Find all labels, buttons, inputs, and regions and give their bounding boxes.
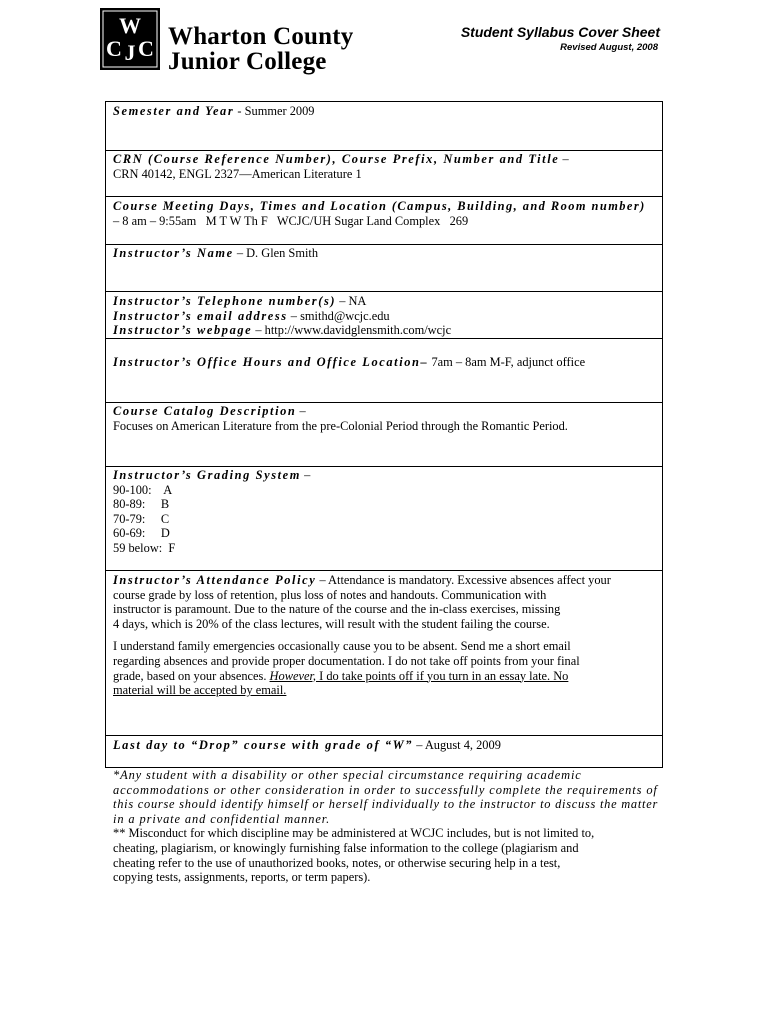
webpage-link[interactable]: – http://www.davidglensmith.com/wcjc — [252, 323, 452, 338]
grading-label: Instructor’s Grading System — [113, 468, 302, 482]
phone-value: – NA — [336, 294, 367, 308]
footnotes — [113, 768, 658, 885]
webpage-label: Instructor’s webpage — [113, 323, 253, 338]
grade-f: 59 below: F — [113, 540, 176, 555]
college-name-line2: Junior College — [168, 48, 327, 75]
svg-text:W: W — [119, 13, 141, 38]
wcjc-monogram-icon — [100, 8, 160, 70]
instructor-value: – D. Glen Smith — [233, 246, 319, 260]
email-value[interactable]: – smithd@wcjc.edu — [287, 308, 390, 323]
office-row — [106, 338, 662, 402]
drop-label: Last day to “Drop” course with grade of “W” — [113, 738, 414, 752]
misconduct-note: cheating, plagiarism, or knowingly furnishing false information to the college (plagiarism and — [113, 840, 579, 855]
grade-d: 60-69: D — [113, 526, 170, 541]
office-label: Instructor’s Office Hours and Office Location– — [113, 355, 429, 369]
absence-line: I understand family emergencies occasionally cause you to be absent. Send me a short email — [113, 639, 571, 654]
catalog-value: Focuses on American Literature from the pre-Colonial Period through the Romantic Period. — [113, 418, 568, 433]
semester-row — [106, 102, 662, 150]
disability-note: accommodations or other consideration in order to successfully complete the requirements of — [113, 782, 658, 797]
semester-value: - Summer 2009 — [234, 104, 315, 118]
instructor-label: Instructor’s Name — [113, 246, 234, 260]
absence-line: regarding absences and provide proper documentation. I do not take off points from your final — [113, 653, 580, 668]
attendance-row — [106, 570, 662, 735]
email-policy: material will be accepted by email. — [113, 683, 287, 698]
absence-line-start: grade, based on your absences. — [113, 668, 270, 683]
svg-text:J: J — [124, 40, 136, 65]
meeting-row — [106, 196, 662, 244]
meeting-label: Course Meeting Days, Times and Location (Campus, Building, and Room number) — [113, 199, 646, 213]
attendance-intro: – Attendance is mandatory. Excessive absences affect your — [316, 573, 611, 587]
grade-c: 70-79: C — [113, 511, 170, 526]
catalog-row — [106, 402, 662, 466]
svg-text:C: C — [138, 36, 154, 61]
email-label: Instructor’s email address — [113, 308, 288, 323]
instructor-row — [106, 244, 662, 291]
contact-row — [106, 291, 662, 338]
syllabus-table — [105, 101, 663, 768]
attendance-line: instructor is paramount. Due to the nature of the course and the in-class exercises, missing — [113, 602, 561, 617]
office-value: 7am – 8am M-F, adjunct office — [428, 355, 586, 369]
late-policy: I do take points off if you turn in an essay late. No — [316, 668, 569, 683]
attendance-label: Instructor’s Attendance Policy — [113, 573, 317, 587]
misconduct-note: cheating refer to the use of unauthorized books, notes, or otherwise securing help in a test, — [113, 855, 561, 870]
college-name — [168, 24, 353, 74]
revision-date: Revised August, 2008 — [560, 42, 658, 53]
catalog-label: Course Catalog Description — [113, 404, 297, 418]
crn-dash: – — [559, 152, 569, 166]
attendance-line: course grade by loss of retention, plus loss of notes and handouts. Communication with — [113, 587, 547, 602]
phone-label: Instructor’s Telephone number(s) — [113, 294, 337, 308]
disability-note: this course should identify himself or herself individually to the instructor to discuss the matter — [113, 797, 659, 812]
drop-value: – August 4, 2009 — [413, 738, 501, 752]
college-name-line1: Wharton County — [168, 23, 354, 50]
meeting-value: – 8 am – 9:55am M T W Th F WCJC/UH Sugar Land Complex 269 — [113, 213, 469, 228]
drop-row — [106, 735, 662, 767]
crn-row — [106, 150, 662, 196]
disability-note: *Any student with a disability or other special circumstance requiring academic — [113, 768, 582, 782]
disability-note: in a private and confidential manner. — [113, 811, 331, 826]
svg-text:C: C — [106, 36, 122, 61]
page-title: Student Syllabus Cover Sheet — [460, 24, 660, 40]
crn-label: CRN (Course Reference Number), Course Prefix, Number and Title — [113, 152, 560, 166]
crn-value: CRN 40142, ENGL 2327—American Literature 1 — [113, 166, 362, 181]
attendance-line: 4 days, which is 20% of the class lectures, will result with the student failing the course. — [113, 616, 550, 631]
grading-row — [106, 466, 662, 570]
semester-label: Semester and Year — [113, 104, 235, 118]
grade-b: 80-89: B — [113, 497, 170, 512]
grade-a: 90-100: A — [113, 482, 173, 497]
misconduct-note: copying tests, assignments, reports, or term papers). — [113, 870, 371, 885]
college-logo — [100, 8, 160, 70]
grading-dash: – — [301, 468, 311, 482]
catalog-dash: – — [296, 404, 306, 418]
misconduct-note: ** Misconduct for which discipline may be administered at WCJC includes, but is not limited to, — [113, 826, 595, 841]
however-emphasis: However, — [269, 668, 316, 683]
